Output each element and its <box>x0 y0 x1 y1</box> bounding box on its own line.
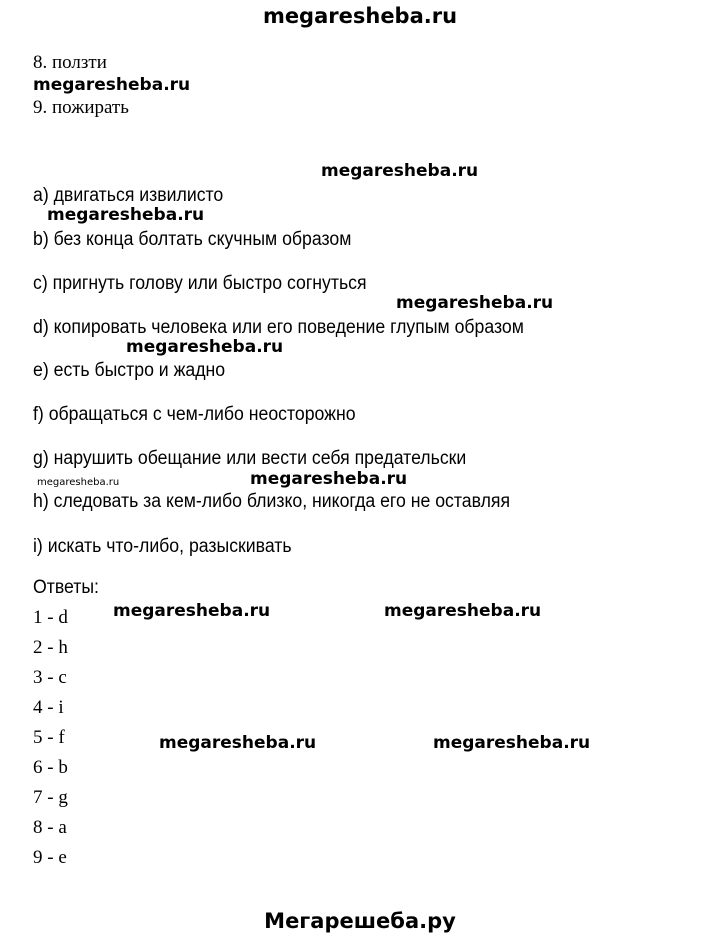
definition-b: b) без конца болтать скучным образом <box>33 229 352 250</box>
word-item-8: 8. ползти <box>33 52 107 73</box>
answers-title: Ответы: <box>33 577 99 598</box>
answer-item: 7 - g <box>33 787 68 808</box>
answer-item: 6 - b <box>33 757 68 778</box>
definition-c: c) пригнуть голову или быстро согнуться <box>33 273 367 294</box>
watermark: megaresheba.ru <box>33 75 191 95</box>
definition-e: e) есть быстро и жадно <box>33 360 226 381</box>
footer-site-name: Мегарешеба.ру <box>264 909 456 933</box>
word-item-9: 9. пожирать <box>33 97 129 118</box>
definition-h: h) следовать за кем-либо близко, никогда его не оставляя <box>33 491 511 512</box>
watermark: megaresheba.ru <box>126 337 284 357</box>
watermark: megaresheba.ru <box>47 205 205 225</box>
answer-item: 2 - h <box>33 637 68 658</box>
definition-d: d) копировать человека или его поведение глупым образом <box>33 317 524 338</box>
watermark: megaresheba.ru <box>250 469 408 489</box>
header-site-name: megaresheba.ru <box>262 4 458 28</box>
definition-a: a) двигаться извилисто <box>33 185 224 206</box>
definition-g: g) нарушить обещание или вести себя предательски <box>33 448 467 469</box>
watermark: megaresheba.ru <box>159 733 317 753</box>
answer-item: 4 - i <box>33 697 64 718</box>
answer-item: 9 - e <box>33 847 67 868</box>
watermark: megaresheba.ru <box>433 733 591 753</box>
watermark: megaresheba.ru <box>384 601 542 621</box>
answer-item: 3 - c <box>33 667 67 688</box>
answer-item: 5 - f <box>33 727 65 748</box>
watermark: megaresheba.ru <box>396 293 554 313</box>
watermark: megaresheba.ru <box>321 161 479 181</box>
answer-item: 1 - d <box>33 607 68 628</box>
watermark: megaresheba.ru <box>113 601 271 621</box>
answer-item: 8 - a <box>33 817 67 838</box>
definition-f: f) обращаться с чем-либо неосторожно <box>33 404 356 425</box>
watermark-small: megaresheba.ru <box>37 477 120 488</box>
definition-i: i) искать что-либо, разыскивать <box>33 536 292 557</box>
